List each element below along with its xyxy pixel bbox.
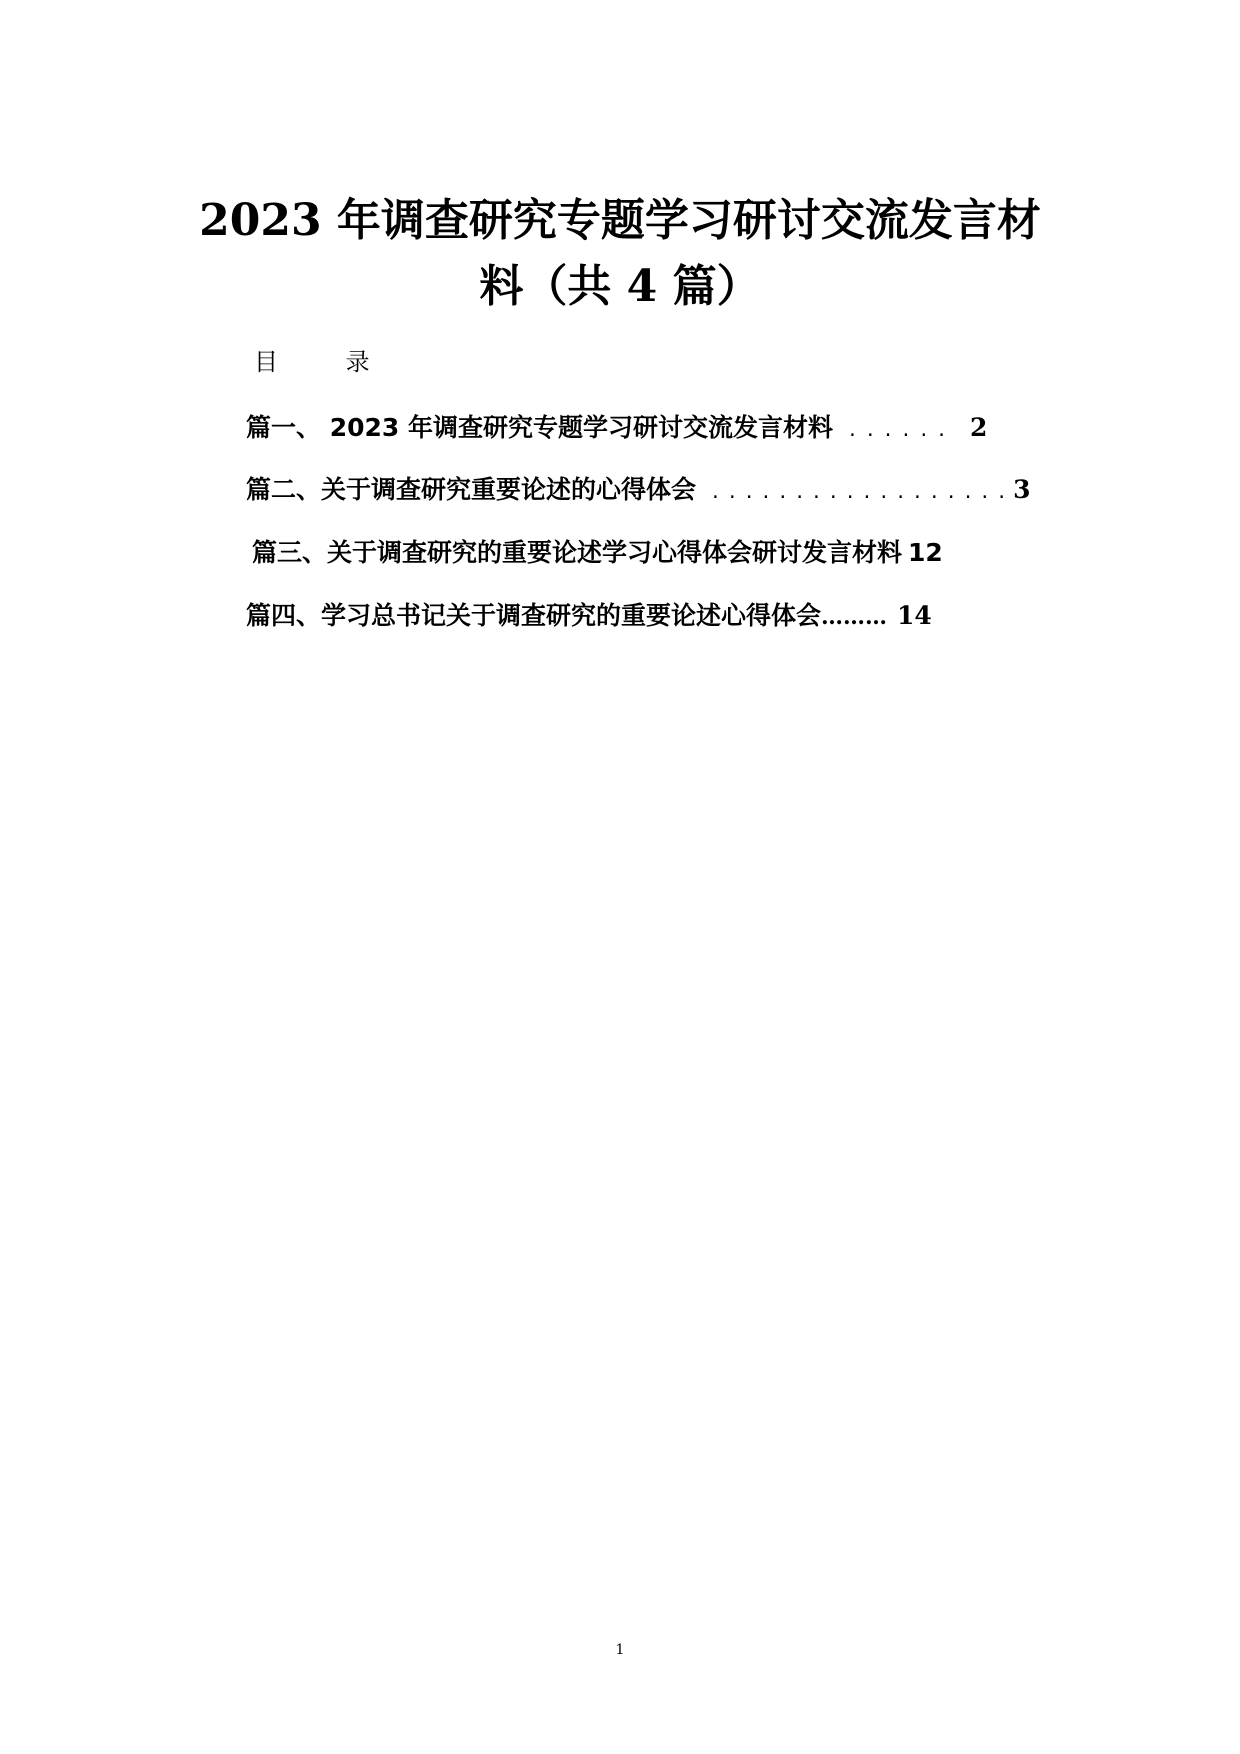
toc-heading: 目 录 — [254, 348, 400, 376]
document-title-line-1: 2023 年调查研究专题学习研讨交流发言材 — [199, 195, 1041, 246]
toc-entry-page: 2 — [970, 413, 988, 442]
toc-entry-label: 篇一、 2023 年调查研究专题学习研讨交流发言材料 — [246, 413, 833, 442]
page-number: 1 — [615, 1642, 625, 1658]
toc-entry-label: 篇二、关于调查研究重要论述的心得体会 — [246, 475, 697, 504]
toc-entry-page: 14 — [897, 601, 932, 630]
toc-entry-2[interactable] — [246, 470, 1046, 510]
toc-entry-label: 篇三、关于调查研究的重要论述学习心得体会研讨发言材料 — [252, 538, 903, 567]
toc-entry-4[interactable] — [246, 596, 1046, 636]
toc-entry-leader: ……… — [821, 604, 888, 630]
toc-entry-1[interactable] — [246, 408, 1046, 448]
toc-entry-leader: ...... — [847, 420, 955, 441]
document-title-line-2: 料（共 4 篇） — [479, 261, 761, 312]
document-title — [150, 188, 1090, 320]
toc-entry-page: 12 — [908, 538, 943, 567]
toc-entry-label: 篇四、学习总书记关于调查研究的重要论述心得体会 — [246, 601, 822, 630]
toc-entry-leader: .................. — [710, 482, 1014, 503]
toc-entry-page: 3 — [1013, 475, 1031, 504]
toc-entry-3[interactable] — [252, 533, 1052, 573]
